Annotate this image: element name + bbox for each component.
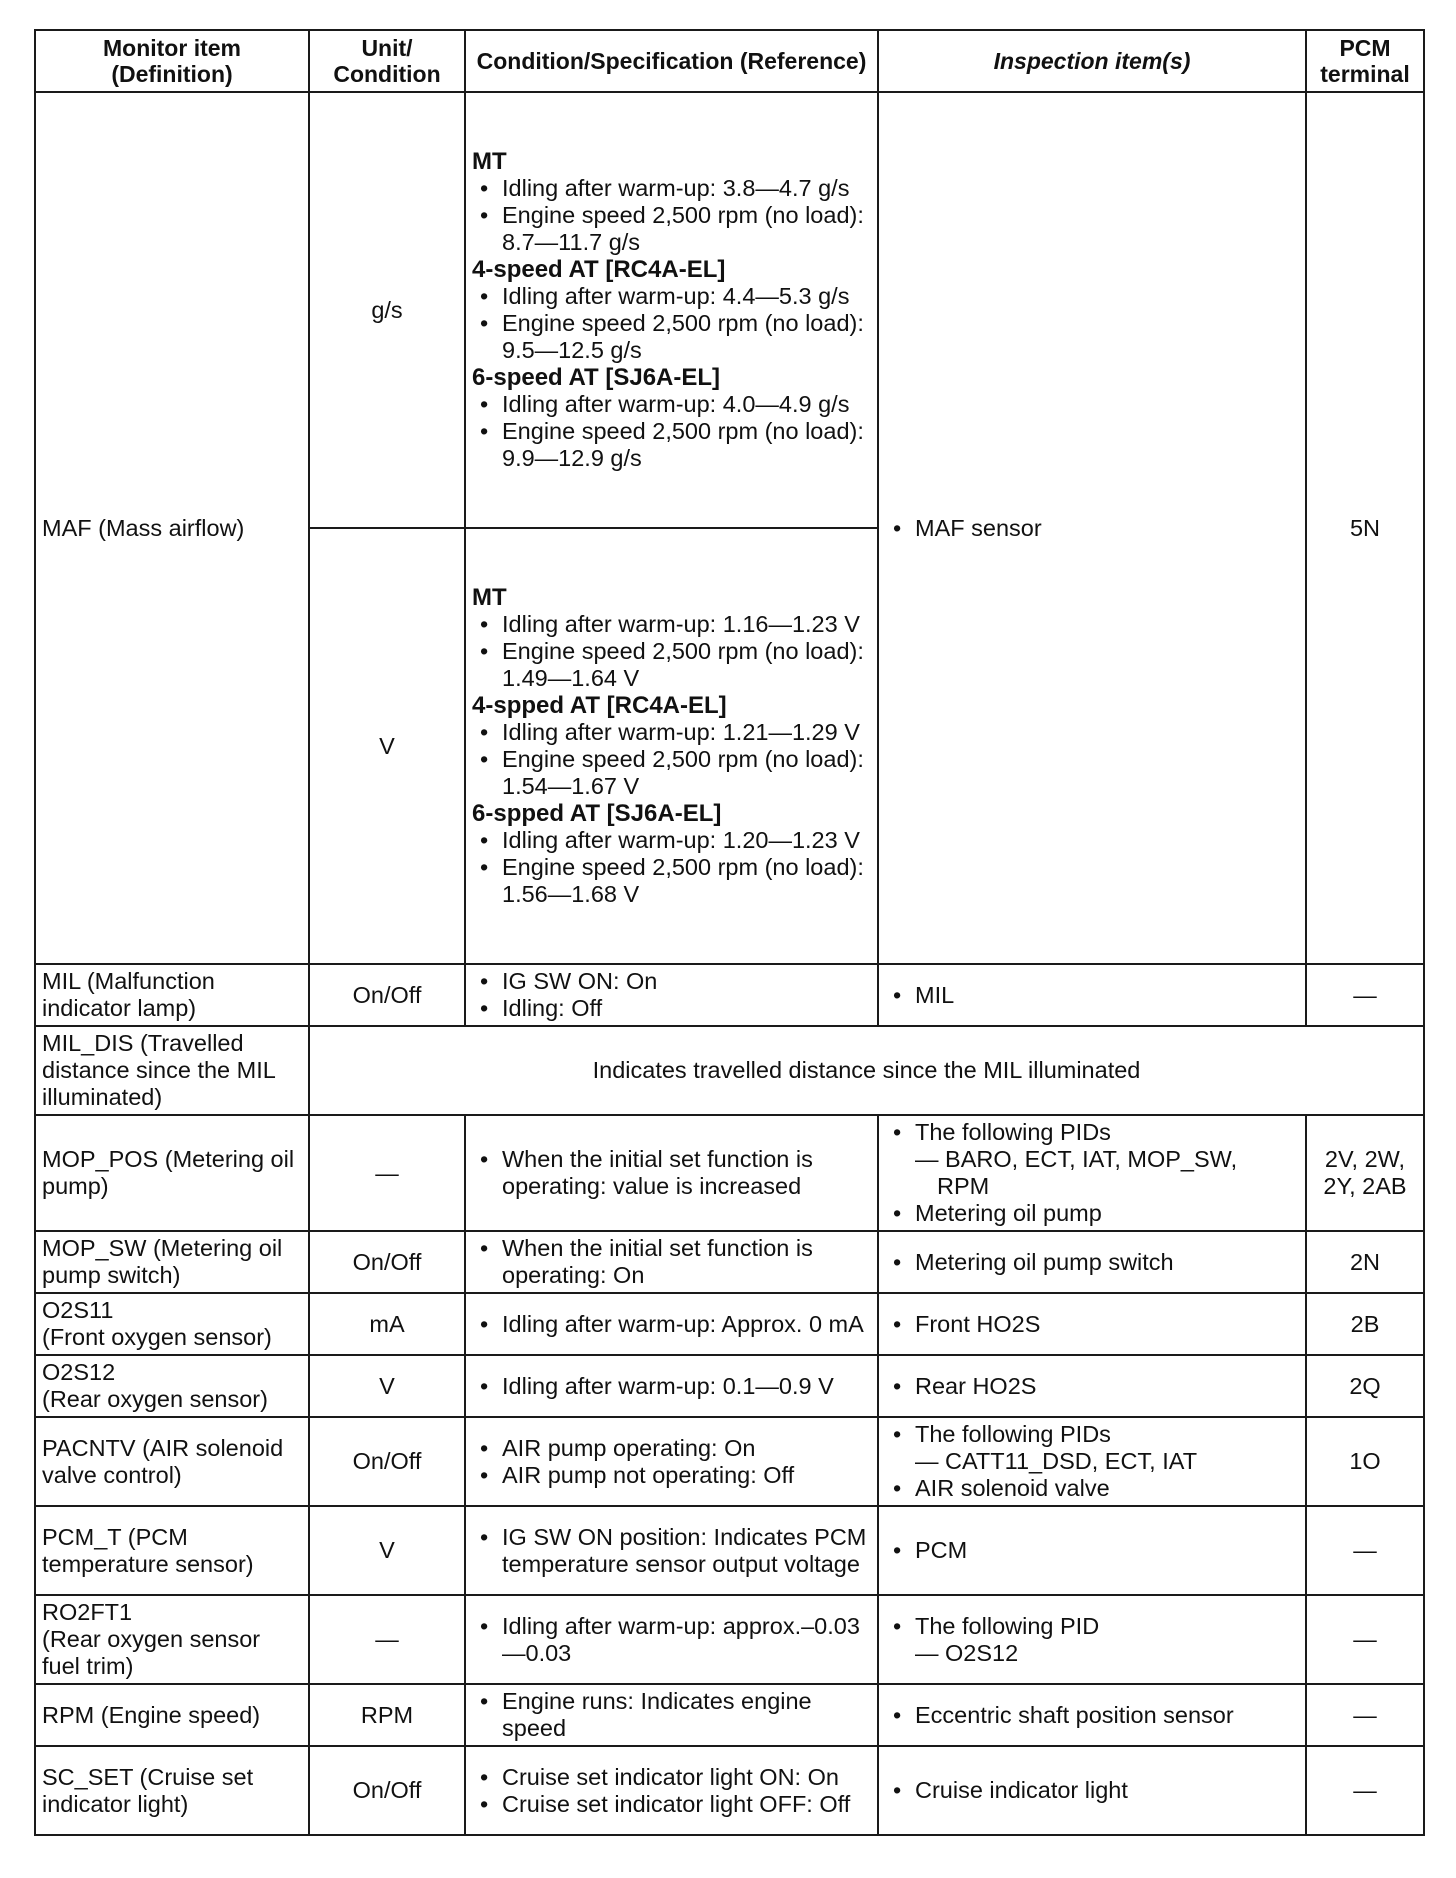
list-item: • Idling after warm-up: Approx. 0 mA bbox=[472, 1311, 871, 1338]
cond-pacntv bbox=[465, 1417, 878, 1506]
inspection-pcm-t bbox=[878, 1506, 1306, 1595]
unit-o2s12: V bbox=[309, 1355, 465, 1417]
monitor-sc-set: SC_SET (Cruise set indicator light) bbox=[35, 1746, 309, 1835]
list-item: • When the initial set function is operating: On bbox=[472, 1235, 871, 1289]
cond-sc-set bbox=[465, 1746, 878, 1835]
table-row-ro2ft1 bbox=[35, 1595, 1424, 1684]
unit-pacntv: On/Off bbox=[309, 1417, 465, 1506]
monitor-pcm-t: PCM_T (PCM temperature sensor) bbox=[35, 1506, 309, 1595]
table-row-pcm-t bbox=[35, 1506, 1424, 1595]
cond-maf-gs bbox=[465, 92, 878, 528]
header-monitor: Monitor item (Definition) bbox=[35, 30, 309, 92]
list-item: • Idling after warm-up: 1.20—1.23 V bbox=[472, 827, 871, 854]
terminal-mop-pos: 2V, 2W, 2Y, 2AB bbox=[1306, 1115, 1424, 1231]
list-item: • Rear HO2S bbox=[885, 1373, 1299, 1400]
header-inspection: Inspection item(s) bbox=[878, 30, 1306, 92]
list-item: • Idling after warm-up: 3.8—4.7 g/s bbox=[472, 175, 871, 202]
terminal-maf: 5N bbox=[1306, 92, 1424, 964]
terminal-pacntv: 1O bbox=[1306, 1417, 1424, 1506]
table-row-mop-pos bbox=[35, 1115, 1424, 1231]
monitor-o2s11 bbox=[35, 1293, 309, 1355]
list-item: • AIR pump not operating: Off bbox=[472, 1462, 871, 1489]
terminal-pcm-t: — bbox=[1306, 1506, 1424, 1595]
inspection-mil bbox=[878, 964, 1306, 1026]
list-item: • Cruise set indicator light OFF: Off bbox=[472, 1791, 871, 1818]
unit-pcm-t: V bbox=[309, 1506, 465, 1595]
pid-monitor-table bbox=[34, 29, 1425, 1836]
list-item: • When the initial set function is operating: value is increased bbox=[472, 1146, 871, 1200]
inspection-mop-sw bbox=[878, 1231, 1306, 1293]
list-item: • The following PIDs bbox=[885, 1119, 1299, 1146]
list-item: • Idling: Off bbox=[472, 995, 871, 1022]
monitor-definition: (Rear oxygen sensor fuel trim) bbox=[42, 1626, 261, 1679]
group-title: MT bbox=[472, 584, 507, 611]
monitor-mil-dis: MIL_DIS (Travelled distance since the MIL illuminated) bbox=[35, 1026, 309, 1115]
header-condition: Condition/Specification (Reference) bbox=[465, 30, 878, 92]
list-item: • Idling after warm-up: approx.–0.03—0.03 bbox=[472, 1613, 871, 1667]
monitor-maf: MAF (Mass airflow) bbox=[35, 92, 309, 964]
table-row-rpm bbox=[35, 1684, 1424, 1746]
inspection-o2s11 bbox=[878, 1293, 1306, 1355]
list-item: • Eccentric shaft position sensor bbox=[885, 1702, 1299, 1729]
list-item: • Idling after warm-up: 4.0—4.9 g/s bbox=[472, 391, 871, 418]
list-item: • Metering oil pump bbox=[885, 1200, 1299, 1227]
list-item: • Idling after warm-up: 1.21—1.29 V bbox=[472, 719, 871, 746]
cond-maf-v bbox=[465, 528, 878, 964]
list-item: • IG SW ON position: Indicates PCM temperature sensor output voltage bbox=[472, 1524, 871, 1578]
list-item: • Cruise set indicator light ON: On bbox=[472, 1764, 871, 1791]
cond-mil bbox=[465, 964, 878, 1026]
monitor-definition: (Front oxygen sensor) bbox=[42, 1324, 272, 1350]
terminal-sc-set: — bbox=[1306, 1746, 1424, 1835]
list-item: • AIR solenoid valve bbox=[885, 1475, 1299, 1502]
inspection-pacntv bbox=[878, 1417, 1306, 1506]
terminal-mop-sw: 2N bbox=[1306, 1231, 1424, 1293]
list-item: • Idling after warm-up: 4.4—5.3 g/s bbox=[472, 283, 871, 310]
terminal-o2s11: 2B bbox=[1306, 1293, 1424, 1355]
inspection-sc-set bbox=[878, 1746, 1306, 1835]
terminal-ro2ft1: — bbox=[1306, 1595, 1424, 1684]
monitor-definition: (Rear oxygen sensor) bbox=[42, 1386, 268, 1412]
monitor-ro2ft1 bbox=[35, 1595, 309, 1684]
list-item: • Cruise indicator light bbox=[885, 1777, 1299, 1804]
list-item: • Front HO2S bbox=[885, 1311, 1299, 1338]
pid-list: — O2S12 bbox=[915, 1639, 1019, 1666]
list-item: • Engine speed 2,500 rpm (no load): 9.5—12.5 g/s bbox=[472, 310, 871, 364]
table-row-maf-gs bbox=[35, 92, 1424, 528]
table-row-pacntv bbox=[35, 1417, 1424, 1506]
header-unit: Unit/ Condition bbox=[309, 30, 465, 92]
terminal-rpm: — bbox=[1306, 1684, 1424, 1746]
pid-list: — BARO, ECT, IAT, MOP_SW, bbox=[915, 1146, 1238, 1172]
monitor-id: O2S12 bbox=[42, 1359, 116, 1385]
monitor-o2s12 bbox=[35, 1355, 309, 1417]
list-item: • Engine speed 2,500 rpm (no load): 1.56—1.68 V bbox=[472, 854, 871, 908]
cond-mop-pos bbox=[465, 1115, 878, 1231]
inspection-rpm bbox=[878, 1684, 1306, 1746]
table-row-mop-sw bbox=[35, 1231, 1424, 1293]
unit-ro2ft1: — bbox=[309, 1595, 465, 1684]
unit-maf-gs: g/s bbox=[309, 92, 465, 528]
list-item: • Engine speed 2,500 rpm (no load): 9.9—12.9 g/s bbox=[472, 418, 871, 472]
terminal-o2s12: 2Q bbox=[1306, 1355, 1424, 1417]
cond-pcm-t bbox=[465, 1506, 878, 1595]
list-item: • AIR pump operating: On bbox=[472, 1435, 871, 1462]
table-row-o2s11 bbox=[35, 1293, 1424, 1355]
inspection-o2s12 bbox=[878, 1355, 1306, 1417]
monitor-id: RO2FT1 bbox=[42, 1599, 133, 1625]
list-item: • The following PIDs bbox=[885, 1421, 1299, 1448]
monitor-id: O2S11 bbox=[42, 1297, 114, 1323]
list-item: • Metering oil pump switch bbox=[885, 1249, 1299, 1276]
group-title: 6-speed AT [SJ6A-EL] bbox=[472, 364, 721, 391]
list-item: • Engine speed 2,500 rpm (no load): 8.7—11.7 g/s bbox=[472, 202, 871, 256]
monitor-pacntv: PACNTV (AIR solenoid valve control) bbox=[35, 1417, 309, 1506]
list-item: • Idling after warm-up: 1.16—1.23 V bbox=[472, 611, 871, 638]
unit-o2s11: mA bbox=[309, 1293, 465, 1355]
inspection-ro2ft1 bbox=[878, 1595, 1306, 1684]
pid-list: — CATT11_DSD, ECT, IAT bbox=[915, 1448, 1198, 1474]
list-item: • IG SW ON: On bbox=[472, 968, 871, 995]
unit-rpm: RPM bbox=[309, 1684, 465, 1746]
unit-mil: On/Off bbox=[309, 964, 465, 1026]
unit-maf-v: V bbox=[309, 528, 465, 964]
list-item: • Engine speed 2,500 rpm (no load): 1.49—1.64 V bbox=[472, 638, 871, 692]
list-item: • Engine runs: Indicates engine speed bbox=[472, 1688, 871, 1742]
group-title: 6-spped AT [SJ6A-EL] bbox=[472, 800, 722, 827]
table-row-o2s12 bbox=[35, 1355, 1424, 1417]
monitor-mop-pos: MOP_POS (Metering oil pump) bbox=[35, 1115, 309, 1231]
monitor-mil: MIL (Malfunction indicator lamp) bbox=[35, 964, 309, 1026]
list-item: • MAF sensor bbox=[885, 515, 1299, 542]
inspection-maf bbox=[878, 92, 1306, 964]
cond-mop-sw bbox=[465, 1231, 878, 1293]
table-row-sc-set bbox=[35, 1746, 1424, 1835]
monitor-rpm: RPM (Engine speed) bbox=[35, 1684, 309, 1746]
header-row bbox=[35, 30, 1424, 92]
group-title: MT bbox=[472, 148, 507, 175]
group-title: 4-speed AT [RC4A-EL] bbox=[472, 256, 726, 283]
cond-o2s12 bbox=[465, 1355, 878, 1417]
cond-rpm bbox=[465, 1684, 878, 1746]
terminal-mil: — bbox=[1306, 964, 1424, 1026]
list-item: • Engine speed 2,500 rpm (no load): 1.54—1.67 V bbox=[472, 746, 871, 800]
list-item: • MIL bbox=[885, 982, 1299, 1009]
note-mil-dis: Indicates travelled distance since the MIL illuminated bbox=[309, 1026, 1424, 1115]
header-terminal: PCM terminal bbox=[1306, 30, 1424, 92]
unit-sc-set: On/Off bbox=[309, 1746, 465, 1835]
table-row-mil bbox=[35, 964, 1424, 1026]
monitor-mop-sw: MOP_SW (Metering oil pump switch) bbox=[35, 1231, 309, 1293]
cond-ro2ft1 bbox=[465, 1595, 878, 1684]
table-row-mil-dis bbox=[35, 1026, 1424, 1115]
group-title: 4-spped AT [RC4A-EL] bbox=[472, 692, 727, 719]
pid-list-cont: RPM bbox=[937, 1173, 990, 1199]
list-item: • Idling after warm-up: 0.1—0.9 V bbox=[472, 1373, 871, 1400]
unit-mop-sw: On/Off bbox=[309, 1231, 465, 1293]
inspection-mop-pos bbox=[878, 1115, 1306, 1231]
cond-o2s11 bbox=[465, 1293, 878, 1355]
list-item: • The following PID bbox=[885, 1613, 1299, 1640]
unit-mop-pos: — bbox=[309, 1115, 465, 1231]
list-item: • PCM bbox=[885, 1537, 1299, 1564]
